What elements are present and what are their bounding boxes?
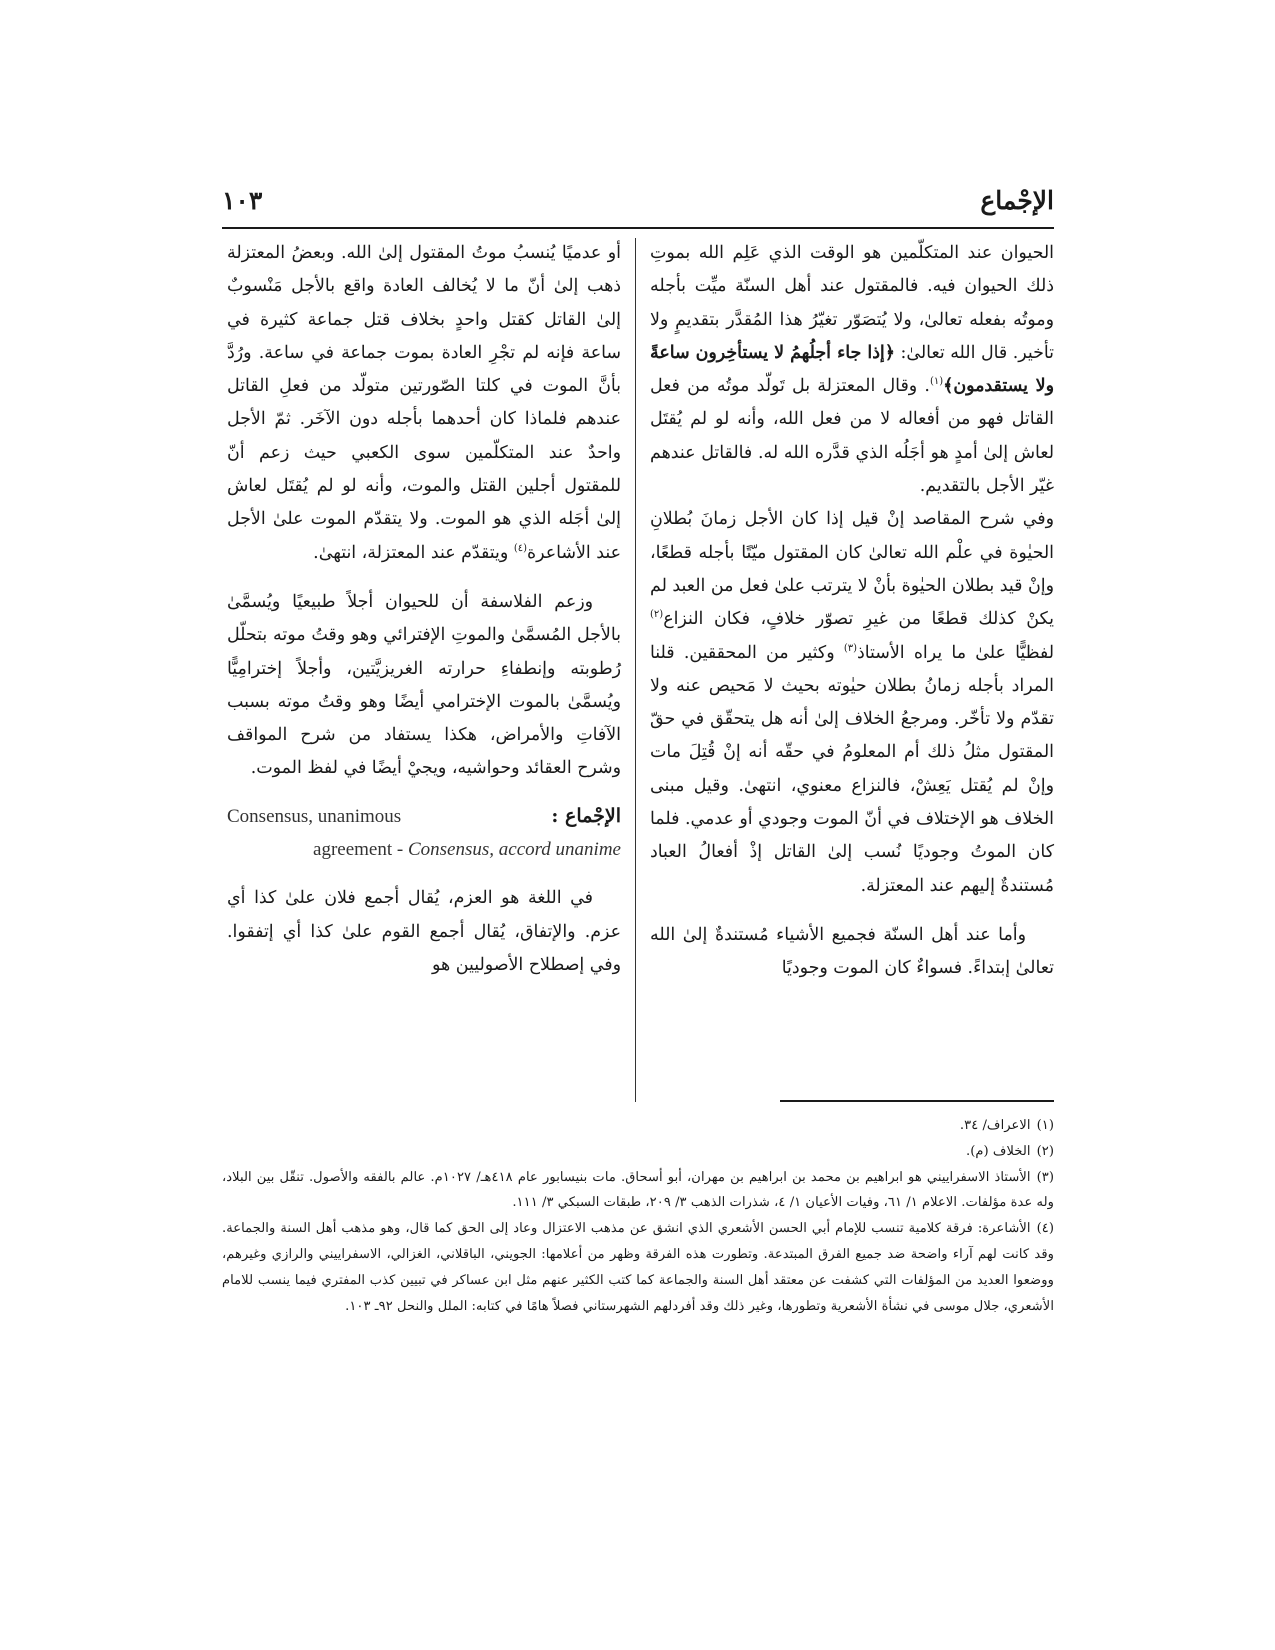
entry-english-2: agreement - <box>313 839 408 861</box>
footnotes <box>222 1113 1054 1319</box>
footnote-1 <box>222 1113 1054 1139</box>
column-divider <box>635 238 636 1102</box>
footnote-ref-3[interactable]: (٣) <box>843 642 857 654</box>
footnote-3 <box>222 1165 1054 1217</box>
footnote-number: (٤) <box>1036 1221 1054 1237</box>
left-paragraph-1 <box>227 237 621 570</box>
right-p1-text-a: الحيوان عند المتكلّمين هو الوقت الذي عَلِم الله بموتِ ذلك الحيوان فيه. فالمقتول عند أهل السنّة ميِّت بأجله وموتُه بفعله تعالىٰ، ولا يُتصَوّر تغيّرُ هذا المُقدَّر بتقديمٍ ولا تأخير. قال الله تعالىٰ: <box>650 243 1055 363</box>
entry-french: Consensus, accord unanime <box>407 839 621 861</box>
right-p2-text-c: وكثير من المحققين. قلنا المراد بأجله زمانُ بطلان حيٰوته بحيث لا مَحيص عنه ولا تقدّم ولا تأخّر. ومرجعُ الخلاف إلىٰ أنه هل يتحقّق في حقّ المقتول مثلُ ذلك أم المعلومُ في حقّه أنه إنْ قُتِلَ مات وإنْ لم يُقتل يَعِشْ، فالنزاع معنوي، انتهىٰ. وقيل مبنى الخلاف هو الإختلاف في أنّ الموت وجودي أو عدمي. فلما كان الموتُ وجوديًا نُسب إلىٰ القاتل إذْ أفعالُ العباد مُستندةٌ إليهم عند المعتزلة. <box>650 642 1054 896</box>
footnote-ref-2[interactable]: (٢) <box>650 609 664 621</box>
left-paragraph-2: وزعم الفلاسفة أن للحيوان أجلاً طبيعيًا ويُسمَّىٰ بالأجل المُسمَّىٰ والموتِ الإفترائي وهو وقتُ موته بتحلّل رُطوبته وإنطفاءِ حرارته الغريزيَّتين، وأجلاً إخترامِيًّا ويُسمَّىٰ بالموت الإخترامي أيضًا وهو وقتُ موته بسبب الآفاتِ والأمراض، هكذا يستفاد من شرح المواقف وشرح العقائد وحواشيه، ويجيْ أيضًا في لفظ الموت. <box>227 591 621 779</box>
footnote-4 <box>222 1216 1054 1319</box>
right-p2-text-b: لفظيًّا علىٰ ما يراه الأستاذ <box>857 642 1054 663</box>
quran-verse: ﴿إذا جاء أجلُهمُ لا يستأخِرون ساعةً ولا يستقدمون﴾ <box>650 342 1054 397</box>
left-p1-text-b: ويتقدّم عند المعتزلة، انتهىٰ. <box>313 542 514 563</box>
right-paragraph-2 <box>650 503 1054 903</box>
entry-english-1: Consensus, unanimous <box>227 805 402 827</box>
left-column <box>227 237 621 982</box>
footnote-text: الاعراف/ ٣٤. <box>959 1118 1031 1133</box>
footnote-rule <box>780 1100 1054 1102</box>
footnote-text: الأستاذ الاسفراييني هو ابراهيم بن محمد بن ابراهيم بن مهران، أبو أسحاق. مات بنيسابور عام ٤١٨هـ/ ١٠٢٧م. عالم بالفقه والأصول. تنقّل بين البلاد، وله عدة مؤلفات. الاعلام ١/ ٦١، وفيات الأعيان ١/ ٤، شذرات الذهب ٣/ ٢٠٩، طبقات السبكي ٣/ ١١١. <box>222 1169 1054 1211</box>
entry-term: الإجْماع : <box>551 804 621 827</box>
page-number: ١٠٣ <box>222 186 263 215</box>
footnote-text: الأشاعرة: فرقة كلامية تنسب للإمام أبي الحسن الأشعري الذي انشق عن مذهب الاعتزال وعاد إلى الحق كما قال، وهو مذهب أهل السنة والجماعة. وقد كانت لهم آراء واضحة ضد جميع الفرق المبتدعة. وتطورت هذه الفرقة وظهر من أعلامها: الجويني، الباقلاني، الغزالي، الاسفراييني والرازي وغيرهم، ووضعوا العديد من المؤلفات التي كشفت عن معتقد أهل السنة والجماعة كما كتب الكثير عنهم مثل ابن عساكر في تبيين كذب المفتري فيما ينسب للامام الأشعري، جلال موسى في نشأة الأشعرية وتطورها، وغير ذلك وقد أفردلهم الشهرستاني فصلاً هامًا في كتابه: الملل والنحل ٩٢ـ ١٠٣. <box>222 1221 1054 1314</box>
footnote-number: (٢) <box>1036 1143 1054 1159</box>
footnote-text: الخلاف (م). <box>966 1143 1031 1159</box>
left-paragraph-3: في اللغة هو العزم، يُقال أجمع فلان علىٰ كذا أي عزم. والإتفاق، يُقال أجمع القوم علىٰ كذا أي إتفقوا. وفي إصطلاح الأصوليين هو <box>227 888 621 975</box>
running-head: الإجْماع <box>980 186 1054 215</box>
footnote-number: (١) <box>1036 1118 1054 1133</box>
left-p1-text-a: أو عدميًا يُنسبُ موتُ المقتول إلىٰ الله. وبعضُ المعتزلة ذهب إلىٰ أنّ ما لا يُخالف العادة واقع بالأجل مَنْسوبٌ إلىٰ القاتل كقتل واحدٍ بخلاف قتل جماعة كثيرة في ساعة فإنه لم تجْرِ العادة بموت جماعة في ساعة. ورُدَّ بأنَّ الموت في كلتا الصّورتين متولّد من فعلِ القاتل عندهم فلماذا كان أحدهما بأجله دون الآخَر. ثمّ الأجل واحدٌ عند المتكلّمين سوى الكعبي حيث زعم أنّ للمقتول أجلين القتل والموت، وأنه لو لم يُقتَل لعاش إلىٰ أجَله الذي هو الموت. ولا يتقدّم الموت علىٰ الأجل عند الأشاعرة <box>227 243 621 563</box>
footnote-number: (٣) <box>1036 1169 1054 1185</box>
right-paragraph-3: وأما عند أهل السنّة فجميع الأشياء مُستندةٌ إلىٰ الله تعالىٰ إبتداءً. فسواءٌ كان الموت وجوديًا <box>650 924 1054 979</box>
footnote-2 <box>222 1139 1054 1165</box>
footnote-ref-4[interactable]: (٤) <box>513 542 528 554</box>
dictionary-entry-heading <box>227 800 621 867</box>
entry-line-2 <box>227 833 621 866</box>
right-p1-text-b: . وقال المعتزلة بل تَولّد موتُه من فعل القاتل فهو من أفعاله لا من فعل الله، وأنه لو لم يُقتَل لعاش إلىٰ أمدٍ هو أجَلُه الذي قدَّره الله له. فالقاتل عندهم غيّر الأجل بالتقديم. <box>650 376 1054 497</box>
header-rule <box>222 227 1054 229</box>
footnote-ref-1[interactable]: (١) <box>929 376 944 388</box>
entry-line-1 <box>227 800 621 833</box>
right-column <box>650 237 1054 986</box>
page-header <box>222 186 1054 226</box>
right-p2-text-a: وفي شرح المقاصد إنْ قيل إذا كان الأجل زمانَ بُطلانِ الحيٰوة في علْم الله تعالىٰ كان المقتول ميّتًا بأجله قطعًا، وإنْ قيد بطلان الحيٰوة بأنْ لا يترتب علىٰ فعل من العبد لم يكنْ كذلك قطعًا من غيرِ تصوّر خلافٍ، فكان النزاع <box>650 509 1054 630</box>
right-paragraph-1 <box>650 237 1054 503</box>
